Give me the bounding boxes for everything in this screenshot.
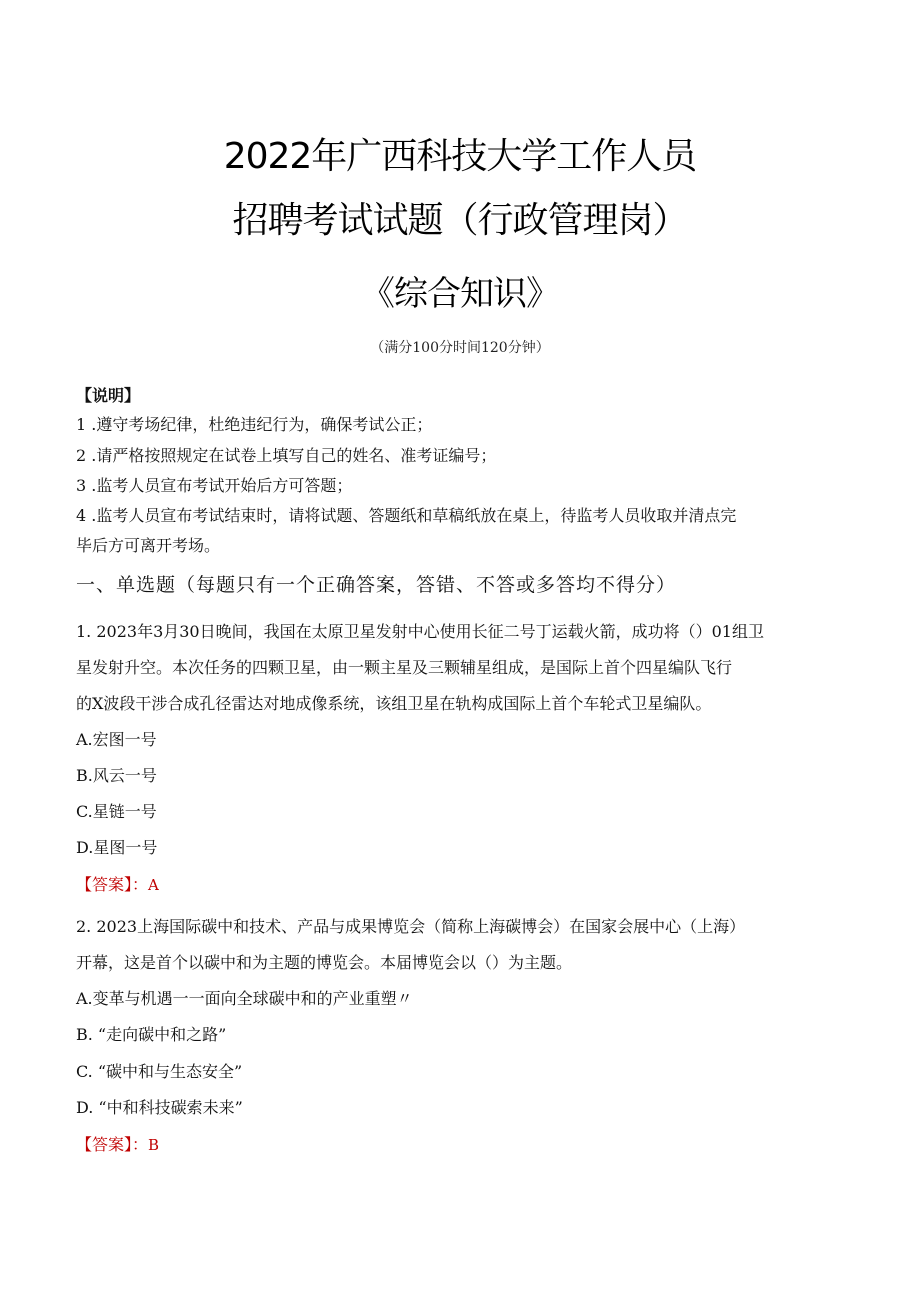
- question-1-text: 1. 2023年3月30日晚间，我国在太原卫星发射中心使用长征二号丁运载火箭，成功将（）01组卫: [76, 622, 764, 641]
- answer-value: B: [148, 1136, 160, 1154]
- answer-value: A: [148, 876, 159, 894]
- notice-item: 4 .监考人员宣布考试结束时，请将试题、答题纸和草稿纸放在桌上，待监考人员收取并清点完: [76, 506, 737, 525]
- answer-label: 【答案】：: [76, 875, 149, 894]
- notice-heading: 【说明】: [76, 386, 141, 405]
- exam-title-line1: 2022年广西科技大学工作人员: [223, 136, 697, 177]
- notice-item: 2 .请严格按照规定在试卷上填写自己的姓名、准考证编号；: [76, 446, 497, 465]
- question-2-option-b: B. “走向碳中和之路”: [76, 1025, 227, 1044]
- notice-item: 1 .遵守考场纪律，杜绝违纪行为，确保考试公正；: [76, 415, 433, 434]
- question-2-text: 2. 2023上海国际碳中和技术、产品与成果博览会（简称上海碳博会）在国家会展中心（上海）: [76, 917, 746, 936]
- question-1-option-a: A.宏图一号: [76, 730, 157, 749]
- question-2-text: 开幕，这是首个以碳中和为主题的博览会。本届博览会以（）为主题。: [76, 953, 573, 972]
- question-2-option-c: C. “碳中和与生态安全”: [76, 1062, 243, 1081]
- section-heading: 一、单选题（每题只有一个正确答案，答错、不答或多答均不得分）: [76, 574, 677, 596]
- question-1-option-d: D.星图一号: [76, 838, 158, 857]
- question-1-text: 星发射升空。本次任务的四颗卫星，由一颗主星及三颗辅星组成，是国际上首个四星编队飞行: [76, 658, 733, 677]
- question-2-option-d: D. “中和科技碳索未来”: [76, 1098, 243, 1117]
- notice-item: 3 .监考人员宣布考试开始后方可答题；: [76, 476, 353, 495]
- question-2-option-a: A.变革与机遇一一面向全球碳中和的产业重塑〃: [76, 989, 413, 1008]
- question-1-text: 的X波段干涉合成孔径雷达对地成像系统，该组卫星在轨构成国际上首个车轮式卫星编队。: [76, 694, 712, 713]
- question-2-answer: [76, 1135, 856, 1155]
- exam-title-line2: 招聘考试试题（行政管理岗）: [232, 200, 688, 241]
- answer-label: 【答案】：: [76, 1135, 149, 1154]
- score-note: （满分100分时间120分钟）: [370, 340, 550, 356]
- question-1-option-b: B.风云一号: [76, 766, 157, 785]
- notice-item: 毕后方可离开考场。: [76, 536, 221, 555]
- question-1-option-c: C.星链一号: [76, 802, 157, 821]
- question-1-answer: [76, 875, 856, 895]
- exam-subtitle: 《综合知识》: [361, 274, 559, 314]
